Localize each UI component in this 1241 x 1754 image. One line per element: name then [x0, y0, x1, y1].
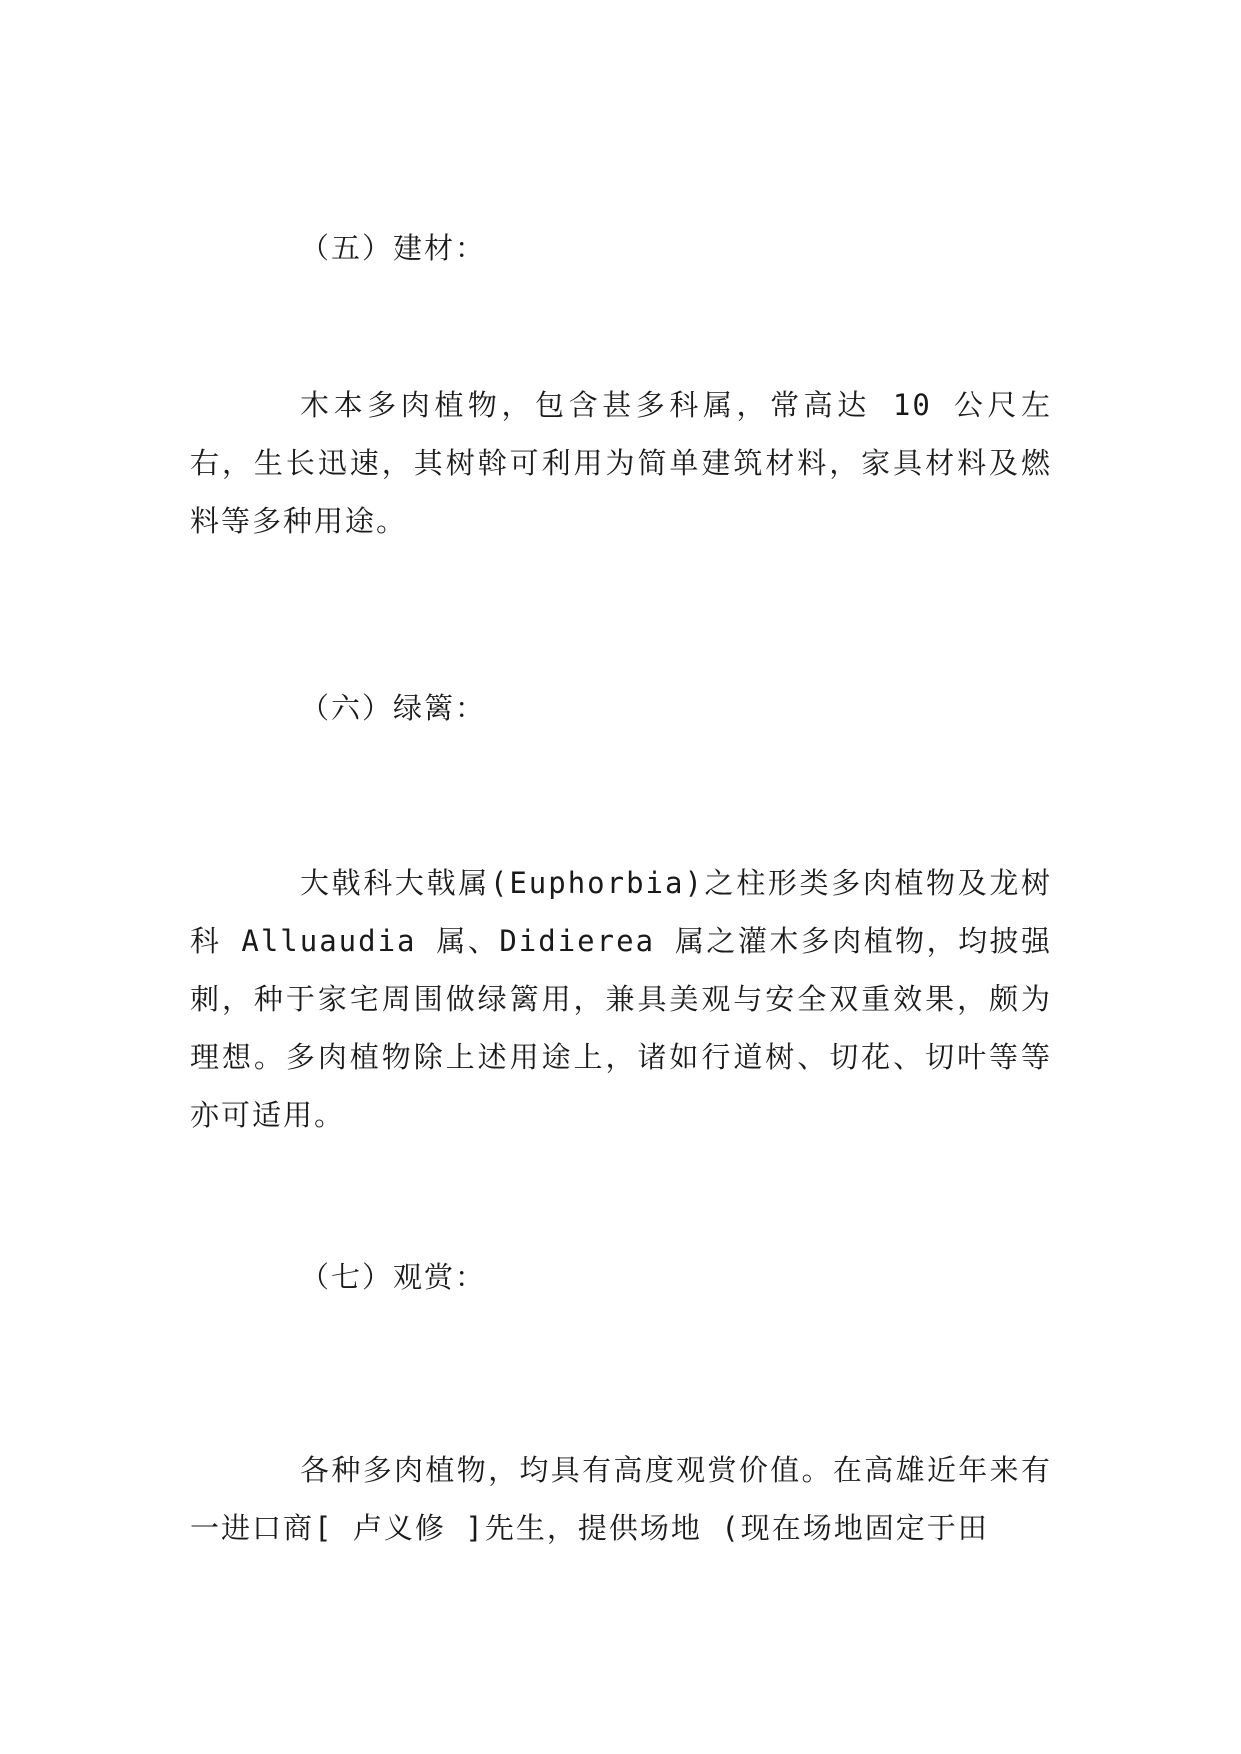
- section-body-6: 大戟科大戟属(Euphorbia)之柱形类多肉植物及龙树科 Alluaudia 属、Didierea 属之灌木多肉植物，均披强刺，种于家宅周围做绿篱用，兼具美观与安全双重效果，颇为理想。多肉植物除上述用途上，诸如行道树、切花、切叶等等亦可适用。: [190, 866, 1052, 1132]
- section-body-5: 木本多肉植物，包含甚多科属，常高达 10 公尺左右，生长迅速，其树斡可利用为简单建筑材料，家具材料及燃料等多种用途。: [190, 388, 1052, 538]
- section-body-7: 各种多肉植物，均具有高度观赏价值。在高雄近年来有一进口商[ 卢义修 ]先生，提供场地 (现在场地固定于田: [190, 1453, 1052, 1545]
- section-heading-7: （七）观赏：: [300, 1260, 487, 1294]
- section-heading-6: （六）绿篱：: [300, 691, 487, 725]
- section-heading-5: （五）建材：: [300, 231, 487, 265]
